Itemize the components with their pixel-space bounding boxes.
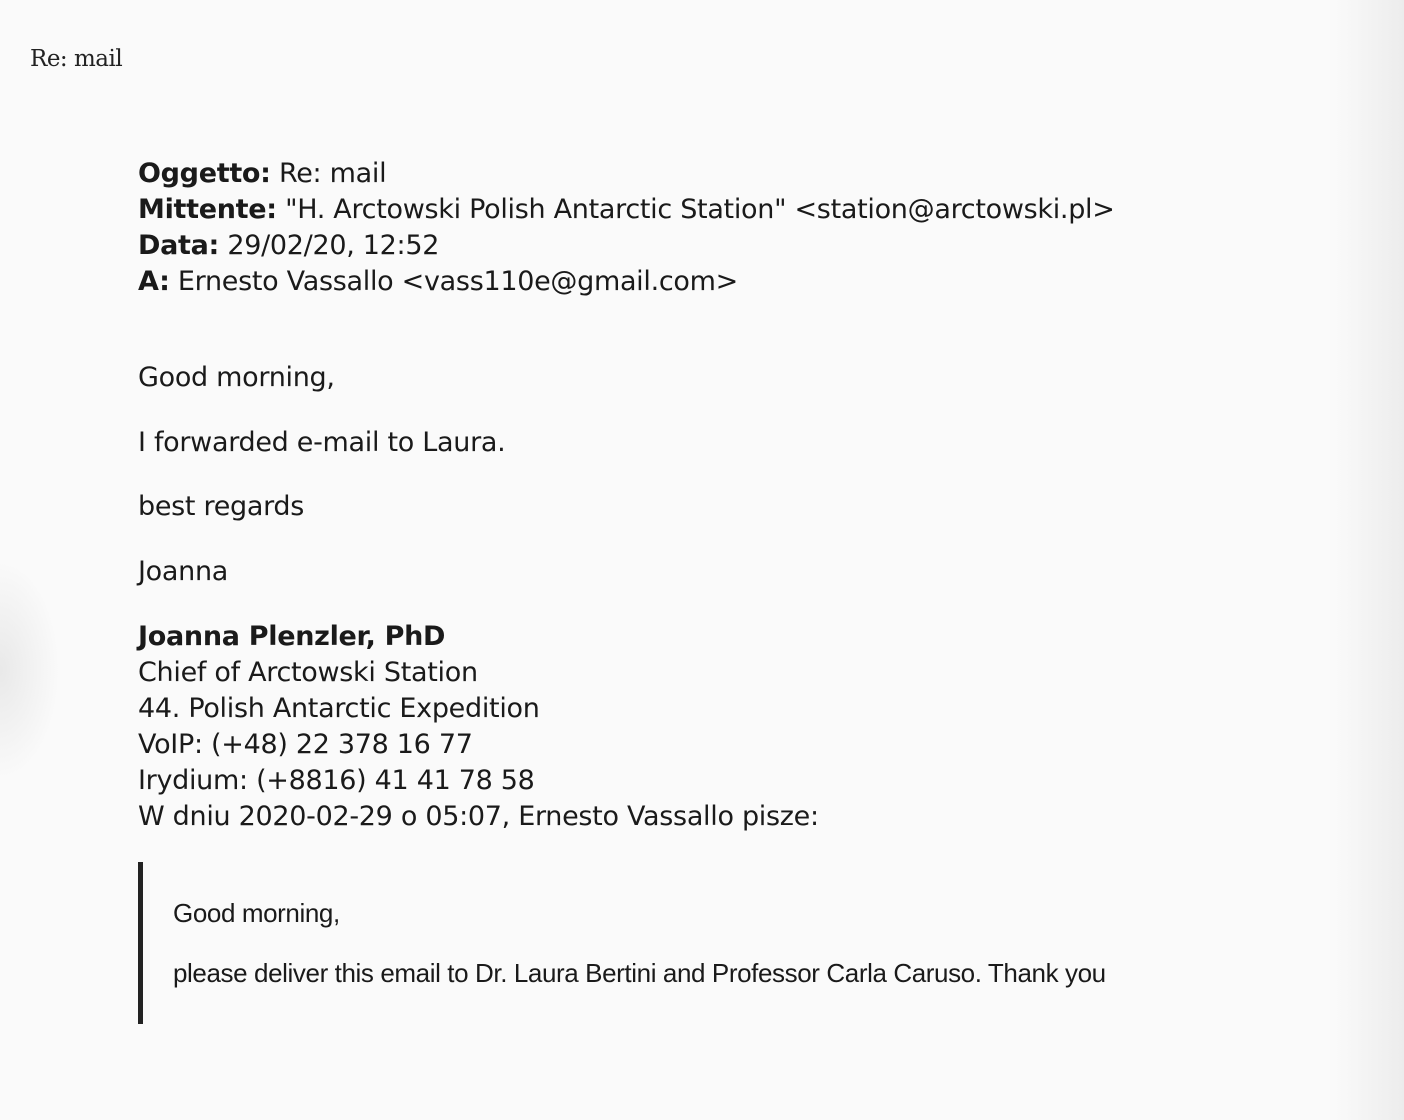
body-first-name: Joanna xyxy=(138,556,228,587)
signature-voip: VoIP: (+48) 22 378 16 77 xyxy=(138,729,473,760)
signature-iridium: Irydium: (+8816) 41 41 78 58 xyxy=(138,765,535,796)
body-greeting: Good morning, xyxy=(138,362,335,393)
date-row xyxy=(138,228,1115,264)
quote-bar xyxy=(138,862,143,1024)
quote-intro: W dniu 2020-02-29 o 05:07, Ernesto Vassallo pisze: xyxy=(138,801,819,832)
quoted-greeting: Good morning, xyxy=(173,898,340,928)
email-header xyxy=(138,156,1115,300)
sender-label: Mittente: xyxy=(138,194,277,225)
scan-shadow-right xyxy=(1334,0,1404,1120)
date-label: Data: xyxy=(138,230,220,261)
signature-title: Chief of Arctowski Station xyxy=(138,657,478,688)
signature-expedition: 44. Polish Antarctic Expedition xyxy=(138,693,540,724)
to-row xyxy=(138,264,1115,300)
body-closing: best regards xyxy=(138,491,305,522)
body-line: I forwarded e-mail to Laura. xyxy=(138,427,506,458)
signature-name: Joanna Plenzler, PhD xyxy=(138,621,446,652)
quoted-text: please deliver this email to Dr. Laura Bertini and Professor Carla Caruso. Thank you xyxy=(173,958,1106,988)
subject-value: Re: mail xyxy=(278,158,387,189)
scan-shadow-left xyxy=(0,560,60,780)
page-title: Re: mail xyxy=(30,46,123,72)
subject-label: Oggetto: xyxy=(138,158,271,189)
sender-row xyxy=(138,192,1115,228)
to-value: Ernesto Vassallo <vass110e@gmail.com> xyxy=(177,266,738,297)
sender-value: "H. Arctowski Polish Antarctic Station" <station@arctowski.pl> xyxy=(285,194,1115,225)
signature-block xyxy=(138,619,819,835)
subject-row xyxy=(138,156,1115,192)
date-value: 29/02/20, 12:52 xyxy=(227,230,440,261)
to-label: A: xyxy=(138,266,170,297)
